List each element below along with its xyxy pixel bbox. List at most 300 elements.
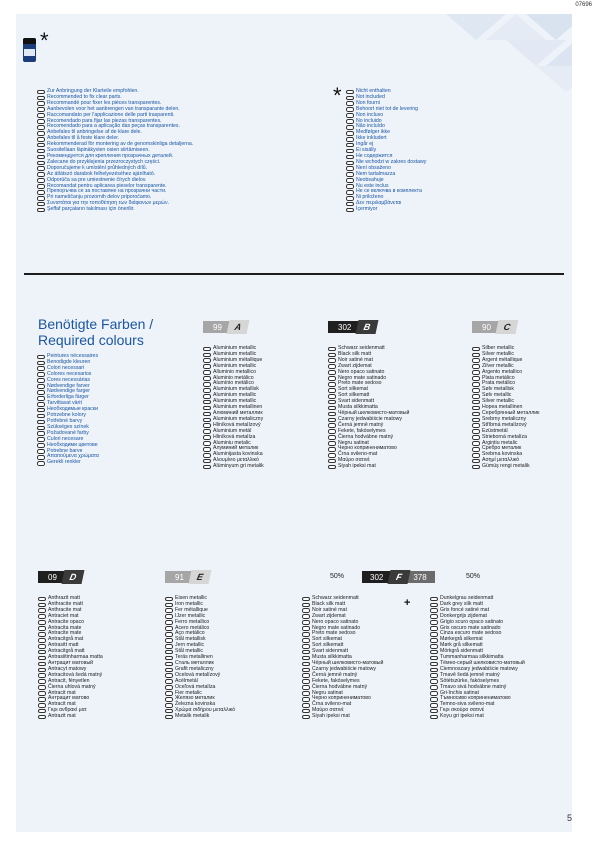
paint-name-text: Ασημί μεταλλικό [482, 457, 520, 464]
recommend-line-text: Zur Anbringung der Klarteile empfohlen. [47, 88, 139, 94]
recommend-line-text: Recommended to fix clear parts. [47, 93, 122, 100]
paint-name [302, 714, 383, 720]
language-flag-icon [328, 453, 336, 458]
language-flag-icon [37, 420, 45, 425]
paint-name-text: Donkergrijs zijdemat [440, 612, 487, 619]
language-flag-icon [328, 370, 336, 375]
paint-name-text: Антрацит матовый [48, 659, 94, 666]
paint-name-text: Schwarz seidenmatt [312, 595, 359, 601]
language-flag-icon [165, 685, 173, 690]
paint-name-text: Alluminio metallico [213, 368, 256, 375]
paint-badge-f: 302 F 378 [362, 570, 435, 584]
language-flag-icon [165, 603, 173, 608]
language-flag-icon [165, 709, 173, 714]
paint-name-text: Aluminium metallic [213, 345, 257, 351]
paint-name-text: Алуминий металик [213, 445, 259, 452]
paint-name [38, 714, 103, 720]
paint-name-text: Černá jemně matný [312, 671, 358, 678]
paint-name-text: Gri-închis satinat [440, 689, 479, 696]
language-flag-icon [430, 638, 438, 643]
paint-name-text: Aluminio metálico [213, 374, 254, 381]
language-flag-icon [302, 603, 310, 608]
paint-name-text: Koyu gri ipeksi mat [440, 713, 484, 720]
language-flag-icon [472, 364, 480, 369]
paint-name-text: Anthracite matt [48, 600, 83, 607]
required-colours-translations [37, 354, 99, 466]
language-flag-icon [37, 161, 45, 166]
paint-name-text: IJzer metallic [175, 612, 206, 619]
language-flag-icon [37, 461, 45, 466]
language-flag-icon [328, 358, 336, 363]
language-flag-icon [430, 679, 438, 684]
paint-name-text: Black silk matt [312, 600, 346, 607]
required-colours-line-text: Cores necessárias [47, 376, 90, 383]
language-flag-icon [472, 370, 480, 375]
paint-name-text: Antracit mat [48, 689, 76, 696]
recommend-line-text: Rekommenderad för montering av de genomskinliga detaljerna. [47, 141, 194, 148]
paint-name-text: Anthracite mat [48, 606, 82, 613]
paint-name-text: Acélmetál [175, 677, 198, 684]
paint-name-text: Aluminium metallic [213, 398, 257, 405]
language-flag-icon [38, 673, 46, 678]
language-flag-icon [203, 465, 211, 470]
required-colours-line-text: Szükséges színek [47, 423, 89, 430]
language-flag-icon [302, 608, 310, 613]
language-flag-icon [430, 614, 438, 619]
language-flag-icon [430, 703, 438, 708]
paint-name-text: Чёрный шелковисто-матовый [338, 409, 410, 416]
language-flag-icon [38, 709, 46, 714]
paint-badge-d: 09 D [38, 570, 83, 584]
language-flag-icon [37, 101, 45, 106]
language-flag-icon [37, 131, 45, 136]
language-flag-icon [302, 703, 310, 708]
paint-name-text: Aço metálico [175, 630, 205, 637]
not-included-line-text: Není obsaženo [356, 164, 391, 171]
required-colours-line-text: Benodigde kleuren [47, 358, 91, 365]
paint-name-text: Antrazit mat [48, 713, 76, 720]
language-flag-icon [328, 364, 336, 369]
language-flag-icon [472, 429, 480, 434]
language-flag-icon [165, 608, 173, 613]
language-flag-icon [430, 644, 438, 649]
language-flag-icon [37, 166, 45, 171]
paint-name-text: Mørkegrå silkemat [440, 636, 483, 643]
paint-name-text: Sølv metallic [482, 392, 512, 399]
paint-name-text: Ciemnoszary jedwabiście matowy [440, 665, 518, 672]
language-flag-icon [37, 366, 45, 371]
language-flag-icon [37, 361, 45, 366]
paint-name-text: Temno-siva svileno-mat [440, 701, 495, 708]
required-colours-line-text: Colori necessari [47, 364, 85, 371]
paint-name-text: Dunkelgrau seidenmatt [440, 595, 494, 601]
language-flag-icon [328, 447, 336, 452]
language-flag-icon [165, 650, 173, 655]
language-flag-icon [346, 155, 354, 160]
language-flag-icon [38, 644, 46, 649]
paint-name [165, 714, 235, 720]
recommend-line-text: Zalecane do przyklejenia przezroczystych części. [47, 158, 161, 165]
paint-name-text: Metalik metalik [175, 713, 210, 720]
clear-glue-bottle-icon [23, 38, 36, 62]
paint-name-text: Eisen metallic [175, 595, 208, 601]
language-flag-icon [302, 662, 310, 667]
not-included-line-text: Nicht enthalten [356, 88, 391, 94]
not-included-line-text: Nem tartalmazza [356, 170, 396, 177]
paint-name-text: Алюминий металлик [213, 409, 263, 416]
language-flag-icon [430, 650, 438, 655]
divider [24, 273, 564, 275]
paint-a-names [203, 346, 264, 470]
paint-name-text: Cinza escuro mate sedoso [440, 630, 502, 637]
language-flag-icon [37, 96, 45, 101]
language-flag-icon [328, 406, 336, 411]
not-included-line-text: Nu este inclus [356, 182, 389, 189]
paint-name-text: Preto mate sedoso [338, 380, 382, 387]
language-flag-icon [328, 400, 336, 405]
paint-name-text: Ocelová metalízový [175, 671, 221, 678]
language-flag-icon [346, 125, 354, 130]
language-flag-icon [346, 184, 354, 189]
paint-name-text: Mörkgrå sidenmatt [440, 648, 483, 655]
required-colours-line-text: Nødvendige farger [47, 388, 90, 395]
paint-name-text: Čierna uhlová matný [48, 683, 96, 690]
language-flag-icon [302, 697, 310, 702]
paint-name-text: Musta silkkimatta [312, 654, 352, 661]
recommend-line-text: Recommandé pour fixer les pièces transparentes. [47, 99, 162, 106]
paint-name-text: Aluminium metallic [213, 362, 257, 369]
language-flag-icon [203, 353, 211, 358]
paint-name-text: Negro mate satinado [312, 624, 361, 631]
language-flag-icon [38, 614, 46, 619]
language-flag-icon [38, 656, 46, 661]
paint-name-text: Argintiu metalic [482, 439, 518, 446]
language-flag-icon [346, 149, 354, 154]
language-flag-icon [430, 632, 438, 637]
paint-name-text: Aluminium metaliczny [213, 415, 264, 422]
required-colours-line-text: Tarvittavat värit [47, 400, 82, 407]
language-flag-icon [37, 107, 45, 112]
paint-name-text: Antraciet mat [48, 612, 79, 619]
paint-name-text: Fier metalic [175, 689, 202, 696]
paint-name-text: Aluminium metál [213, 427, 252, 434]
language-flag-icon [328, 423, 336, 428]
language-flag-icon [37, 431, 45, 436]
paint-badge-c: 90 C [472, 320, 517, 334]
recommend-line-text: Рекомендуется для крепления прозрачных деталей. [47, 152, 174, 159]
paint-name-text: Čierna hodvábne matný [338, 433, 394, 440]
not-included-line-text: Non fourni [356, 99, 380, 106]
language-flag-icon [328, 465, 336, 470]
language-flag-icon [472, 447, 480, 452]
not-included-line-text: Ei sisälly [356, 147, 377, 154]
recommend-line-text: Pri nameščanju prozornih delov priporočamo. [47, 194, 152, 201]
language-flag-icon [165, 632, 173, 637]
language-flag-icon [38, 703, 46, 708]
mix-ratio-left: 50% [330, 573, 345, 580]
language-flag-icon [328, 347, 336, 352]
language-flag-icon [203, 459, 211, 464]
language-flag-icon [472, 388, 480, 393]
recommend-line-text: Odporúča sa pre umiestnenie čírych dielov. [47, 176, 147, 183]
language-flag-icon [38, 638, 46, 643]
language-flag-icon [38, 662, 46, 667]
recommend-line-text: Anbefales til anbringelse af de klare dele. [47, 129, 142, 136]
language-flag-icon [37, 372, 45, 377]
language-flag-icon [346, 107, 354, 112]
language-flag-icon [165, 656, 173, 661]
paint-name-text: Zwart zijdemat [338, 362, 372, 369]
paint-name-text: Серебрянный металлик [482, 409, 540, 416]
language-flag-icon [472, 394, 480, 399]
language-flag-icon [37, 113, 45, 118]
language-flag-icon [203, 406, 211, 411]
paint-name-text: Gümüş rengi metalik [482, 463, 530, 470]
language-flag-icon [302, 626, 310, 631]
not-included-line-text: Не се включва в комплекта [356, 188, 422, 195]
language-flag-icon [37, 443, 45, 448]
language-flag-icon [37, 455, 45, 460]
not-included-line-text: Не содержится [356, 152, 393, 159]
language-flag-icon [165, 703, 173, 708]
not-included-line-text: Ingår ej [356, 141, 374, 148]
language-flag-icon [472, 358, 480, 363]
language-flag-icon [165, 614, 173, 619]
language-flag-icon [38, 697, 46, 702]
paint-name-text: Antrasiitinharmaa matta [48, 654, 103, 661]
language-flag-icon [302, 614, 310, 619]
paint-name-text: Siyah ipeksi mat [312, 713, 350, 720]
language-flag-icon [37, 402, 45, 407]
language-flag-icon [472, 347, 480, 352]
page-number: 5 [566, 813, 572, 823]
language-flag-icon [346, 196, 354, 201]
paint-name-text: Srebrny metaliczny [482, 415, 527, 422]
required-colours-line-text: Culori necesare [47, 435, 84, 442]
language-flag-icon [346, 90, 354, 95]
language-flag-icon [346, 113, 354, 118]
language-flag-icon [472, 465, 480, 470]
language-flag-icon [203, 358, 211, 363]
language-flag-icon [37, 390, 45, 395]
language-flag-icon [346, 119, 354, 124]
language-flag-icon [203, 412, 211, 417]
language-flag-icon [37, 396, 45, 401]
language-flag-icon [203, 370, 211, 375]
language-flag-icon [165, 638, 173, 643]
language-flag-icon [302, 685, 310, 690]
language-flag-icon [328, 441, 336, 446]
paint-name-text: Сребро металик [482, 445, 522, 452]
language-flag-icon [37, 125, 45, 130]
language-flag-icon [38, 620, 46, 625]
language-flag-icon [302, 691, 310, 696]
language-flag-icon [472, 453, 480, 458]
recommend-line-text: Aanbevolen voor het aanbrengen van transparante delen. [47, 105, 180, 112]
paint-f-right-names [430, 596, 525, 720]
paint-name-text: Stål metallisk [175, 636, 206, 643]
required-colours-line-text: Požadované farby [47, 429, 89, 436]
paint-name-text: Silver metallic [482, 350, 514, 357]
paint-name-text: Aluminium metallisk [213, 386, 259, 393]
language-flag-icon [165, 697, 173, 702]
recommend-line-text: Recomendado para a aplicação das peças transparentes. [47, 123, 180, 130]
language-flag-icon [37, 172, 45, 177]
recommend-line-text: Препоръчва се за поставяне на прозрачни части. [47, 188, 167, 195]
recommend-line-text: Συνιστάται για την τοποθέτηση των διάφανων μερών. [47, 200, 170, 207]
language-flag-icon [472, 441, 480, 446]
paint-name-text: Ezüstmetál [482, 427, 508, 434]
language-flag-icon [203, 376, 211, 381]
paint-name-text: Siyah ipeksi mat [338, 463, 376, 470]
paint-name-text: Aluminium metallinen [213, 404, 263, 411]
paint-b-names [328, 346, 409, 470]
paint-badge-e: 91 E [165, 570, 210, 584]
paint-name-text: Antracite opaco [48, 618, 85, 625]
language-flag-icon [37, 119, 45, 124]
language-flag-icon [430, 673, 438, 678]
paint-name-text: Svart sidenmatt [338, 398, 375, 405]
recommend-line-text: Recomendado para fijar las piezas transparentes. [47, 117, 162, 124]
paint-name-text: Tummanharmaa silkkimatta [440, 654, 504, 661]
language-flag-icon [430, 662, 438, 667]
required-colours-line [37, 460, 99, 466]
language-flag-icon [37, 414, 45, 419]
language-flag-icon [328, 382, 336, 387]
paint-name-text: Hopea metallinen [482, 404, 523, 411]
paint-name-text: Schwarz seidenmatt [338, 345, 385, 351]
recommend-line [37, 207, 193, 213]
language-flag-icon [430, 691, 438, 696]
paint-name-text: Nero opaco satinato [338, 368, 385, 375]
language-flag-icon [38, 603, 46, 608]
paint-name-text: Antrasitt matt [48, 642, 79, 649]
required-colours-line-text: Nødvendige farver [47, 382, 90, 389]
language-flag-icon [37, 149, 45, 154]
language-flag-icon [203, 429, 211, 434]
language-flag-icon [472, 459, 480, 464]
language-flag-icon [430, 668, 438, 673]
language-flag-icon [165, 644, 173, 649]
required-colours-line-text: Необходимые краски [47, 406, 98, 413]
language-flag-icon [37, 184, 45, 189]
language-flag-icon [430, 656, 438, 661]
language-flag-icon [302, 597, 310, 602]
not-included-line-text: Neobsahuje [356, 176, 384, 183]
language-flag-icon [346, 208, 354, 213]
language-flag-icon [38, 668, 46, 673]
recommend-line-text: Şeffaf parçaların takılması için önerilir. [47, 206, 135, 213]
language-flag-icon [37, 208, 45, 213]
paint-name [203, 464, 264, 470]
paint-name-text: Gris oscuro mate satinado [440, 624, 501, 631]
not-included-line [346, 207, 426, 213]
paint-name-text: Antracit, fényetlen [48, 677, 90, 684]
language-flag-icon [472, 423, 480, 428]
not-included-line-text: Δεν περιλαμβάνεται [356, 200, 402, 207]
language-flag-icon [38, 650, 46, 655]
paint-name-text: Silber metallic [482, 345, 515, 351]
paint-name-text: Noir satiné mat [338, 356, 373, 363]
paint-name-text: Zwart zijdemat [312, 612, 346, 619]
not-included-asterisk-icon: * [40, 28, 49, 53]
paint-name-text: Anthrazit matt [48, 595, 81, 601]
paint-name-text: Preto mate sedoso [312, 630, 356, 637]
language-flag-icon [302, 644, 310, 649]
not-included-line-text: Ikke inkludert [356, 135, 387, 142]
paint-name-text: Železna kovinska [175, 701, 216, 708]
paint-name-text: Сталь металлик [175, 659, 214, 666]
recommend-line-text: Az átlátszó darabok felhelyezéséhez ajánlható. [47, 170, 156, 177]
language-flag-icon [346, 202, 354, 207]
paint-name-text: Antracit mat [48, 701, 76, 708]
language-flag-icon [38, 626, 46, 631]
paint-name-text: Gris foncé satiné mat [440, 606, 490, 613]
paint-name-text: Prata metálico [482, 380, 516, 387]
language-flag-icon [203, 364, 211, 369]
mix-ratio-right: 50% [466, 573, 481, 580]
paint-name-text: Sötétszürke, fakóselymes [440, 677, 500, 684]
language-flag-icon [302, 668, 310, 673]
language-flag-icon [430, 608, 438, 613]
paint-name-text: Iron metallic [175, 600, 203, 607]
language-flag-icon [472, 406, 480, 411]
language-flag-icon [472, 382, 480, 387]
required-colours-line-text: Erforderliga färger [47, 394, 89, 401]
language-flag-icon [346, 161, 354, 166]
paint-name-text: Stål metallic [175, 648, 203, 655]
paint-name-text: Antracyt matowy [48, 665, 87, 672]
paint-name-text: Grafit metaliczny [175, 665, 214, 672]
paint-name-text: Tmavo sivá hodvábne matný [440, 683, 507, 690]
language-flag-icon [430, 697, 438, 702]
language-flag-icon [328, 353, 336, 358]
language-flag-icon [203, 394, 211, 399]
paint-name-text: Alumínio metálico [213, 380, 254, 387]
required-colours-line-text: Potřebné barvy [47, 417, 83, 424]
language-flag-icon [165, 679, 173, 684]
paint-name-text: Тъмносиво копринениматово [440, 695, 511, 702]
paint-name-text: Sort silkematt [338, 392, 370, 399]
paint-e-names [165, 596, 235, 720]
not-included-notes [346, 89, 426, 213]
paint-name-text: Svart sidenmatt [312, 648, 349, 655]
language-flag-icon [165, 662, 173, 667]
paint-name-text: Μαύρο σατινέ [312, 707, 344, 714]
paint-name-text: Nero opaco satinato [312, 618, 359, 625]
language-flag-icon [302, 709, 310, 714]
paint-name-text: Тёмно-серый шелковисто-матовый [440, 659, 525, 666]
language-flag-icon [328, 435, 336, 440]
language-flag-icon [203, 347, 211, 352]
language-flag-icon [346, 178, 354, 183]
language-flag-icon [37, 449, 45, 454]
language-flag-icon [302, 632, 310, 637]
paint-d-names [38, 596, 103, 720]
language-flag-icon [346, 172, 354, 177]
language-flag-icon [302, 673, 310, 678]
language-flag-icon [328, 394, 336, 399]
language-flag-icon [302, 715, 310, 720]
language-flag-icon [203, 435, 211, 440]
paint-name-text: Negro mate satinado [338, 374, 387, 381]
language-flag-icon [38, 608, 46, 613]
language-flag-icon [472, 412, 480, 417]
paint-badge-b: 302 B [328, 320, 377, 334]
paint-name-text: Γκρι ανθρακί ματ [48, 707, 87, 714]
paint-name [472, 464, 539, 470]
paint-name-text: Noir satiné mat [312, 606, 347, 613]
